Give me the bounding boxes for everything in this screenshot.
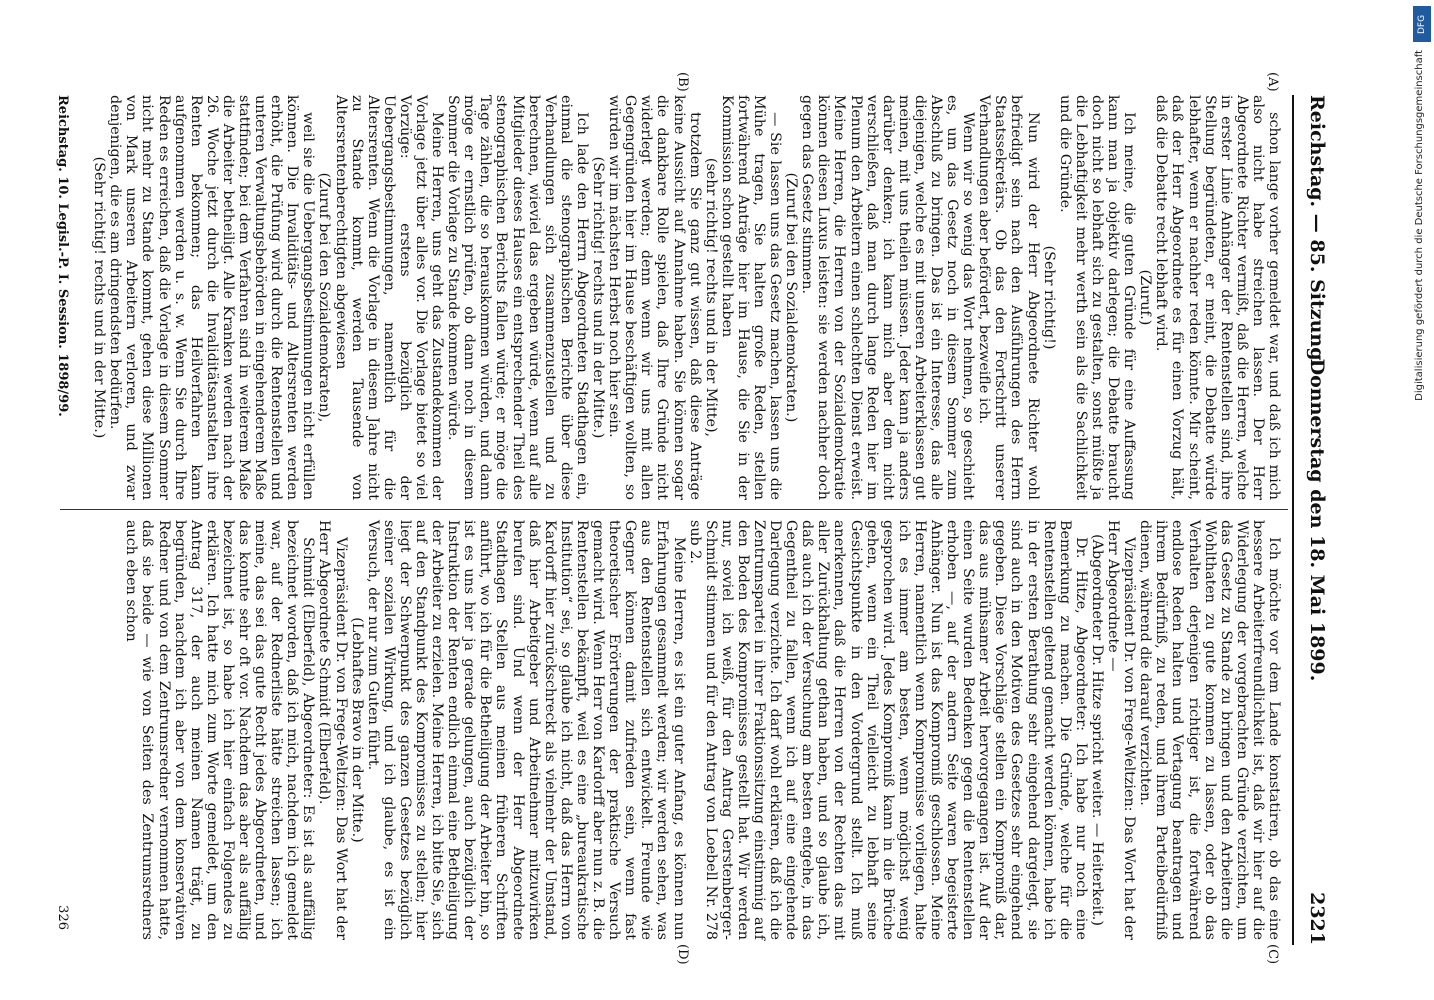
interjection: (sehr richtig! rechts und in der Mitte), [702,157,719,438]
running-header [1296,95,1328,945]
paragraph: Ich möchte vor dem Lande konstatiren, ob das eine bessere Arbeiterfreundlichkeit ist, daß wir hier auf die Widerlegung der vorgebrachten Gründe verzichten, um das Gesetz zu Stande zu bringen und den Arbeitern die Wohlthaten zu gute kommen zu lassen, oder ob das Verhalten derjenigen richtiger ist, die fortwährend endlose Reden halten und Vertagung beantragen und ihrem Bedürfniß, zu reden, und ihrem Parteibedürfniß dienen, während die darauf verzichten. [1137,520,1282,940]
interjection: (Zuruf bei den Sozialdemokraten), [316,172,333,423]
speaker-paragraph: Vizepräsident Dr. von Frege-Weltzien: Das Wort hat der Herr Abgeordnete Schmidt (Elberfeld). [316,520,349,940]
paragraph: trotzdem Sie ganz gut wissen, daß diese Anträge keine Aussicht auf Annahme haben. Sie können sogar die dankbare Rolle spielen, daß Ihre Gründe nicht widerlegt werden; denn wenn wir uns mit allen Gegengründen hier im Hause beschäftigen wollten, so würden wir im nächsten Herbst noch hier sein. [606,95,703,500]
paragraph: — Sie lassen uns das Gesetz machen, lassen uns die Mühe tragen, Sie halten große Reden, stellen fortwährend Anträge hier im Hause, die Sie in der Kommission schon gestellt haben [718,95,784,500]
margin-marker-b: (B) [675,72,690,92]
funding-note: Digitalisierung gefördert durch die Deutsche Forschungsgemeinschaft [1414,50,1425,401]
speaker-paragraph: Schmidt (Elberfeld), Abgeordneter: Es ist als auffällig bezeichnet worden, daß ich mich, nachdem ich gemeldet war, auf der Rednerliste hätte streichen lassen; ich meine, das sei das gute Recht jedes Abgeordneten, und das konnte sehr oft vor. Nachdem das aber als auffällig bezeichnet ist, so habe ich hier einfach Folgendes zu erklären. Ich hatte mich zum Worte gemeldet, um den Antrag 317, der auch meinen Namen trägt, zu begründen, nachdem ich aber von dem konservativen Redner und von dem Zentrumsredner vernommen hatte, daß sie beide — wie von Seiten des Zentrumsredners auch eben schon [123,520,317,940]
interjection: (Zuruf.) [1137,269,1154,326]
dfg-logo: DFG [1413,6,1431,42]
interjection: (Sehr richtig!) [1040,245,1057,350]
paragraph: Nun wird der Herr Abgeordnete Richter wohl befriedigt sein nach den Ausführungen des Herrn Staatssekretärs. Ob das den Fortschritt unserer Verhandlungen aber befördert, bezweifle ich. [976,95,1041,500]
header-date: Donnerstag den 18. Mai 1899. [1306,358,1328,682]
header-rule [1292,95,1294,945]
paragraph: Ich lade den Herrn Abgeordneten Stadthagen ein, einmal die stenographischen Berichte über diese Verhandlungen sich zusammenzustellen und zu berechnen, wieviel das ergeben würde, wenn auf alle Mitglieder dieses Hauses ein entsprechender Theil des stenographischen Berichts fallen würde; er möge die Tage zählen, die so herauskommen würden, und dann möge er ernstlich prüfen, ob dann noch in diesem Sommer die Vorlage zu Stande kommen würde. [445,95,590,500]
paragraph: Meine Herren, uns geht das Zustandekommen der Vorlage jetzt über alles vor. Die Vorlage bietet so viel Vorzüge: erstens bezüglich der Uebergangsbestimmungen, namentlich für die Altersrenten. Wenn die Vorlage in diesem Jahre nicht zu Stande kommt, werden Tausende von Altersrentenberechtigten abgewiesen [332,95,446,500]
column-divider [60,509,1288,510]
left-column [91,95,1282,500]
margin-marker-a: (A) [1265,72,1280,92]
interjection: (Abgeordneter Dr. Hitze spricht weiter. — Heiterkeit.) [1088,534,1105,926]
margin-marker-d: (D) [675,944,690,965]
interjection: (Lebhaftes Bravo in der Mitte.) [348,617,365,843]
digitization-sidebar [1410,0,1434,1000]
speaker-paragraph: Vizepräsident Dr. von Frege-Weltzien: Das Wort hat der Herr Abgeordnete — [1105,520,1138,940]
footer-session: Reichstag. 10. Legisl.-P. I. Session. 1898/99. [55,95,70,417]
header-left: Reichstag. — 85. Sitzung. [1306,95,1328,368]
paragraph: Meine Herren, es ist ein guter Anfang, es können nun Erfahrungen gesammelt werden; wir werden sehen, was aus den Rentenstellen sich entwickelt. Freunde wie Gegner können damit zufrieden sein, wenn fast theoretischer Erörterungen der praktische Versuch gemacht wird. Wenn Herr von Kardorff aber nun z. B. die Rentenstellen bekämpft, weil es eine „bureaukratische Institution“ sei, so glaube ich nicht, daß das Herrn von Kardorff hier zurückschreckt als vielmehr der Umstand, daß hier Arbeitgeber und Arbeitnehmer mitzuwirken berufen sind. Und wenn der Herr Abgeordnete Stadthagen Stellen aus meinen früheren Schriften anführt, wo ich für die Betheiligung der Arbeiter bin, so ist es uns hier ja gerade gelungen, auch bezüglich der Instruktion der Renten endlich einmal eine Betheiligung der Arbeiter zu erzielen. Meine Herren, ich bitte Sie, sich auf den Standpunkt des Kompromisses zu stellen; hier liegt der Schwerpunkt des ganzen Gesetzes bezüglich seiner sozialen Wirkung, und ich glaube, es ist ein Versuch, der nur zum Guten führt. [364,520,687,940]
margin-marker-c: (C) [1265,944,1280,965]
speaker-paragraph: Dr. Hitze, Abgeordneter: Ich habe nur noch eine Bemerkung zu machen. Die Gründe, welche für die Rentenstellen geltend gemacht werden können, habe ich in der ersten Berathung sehr eingehend dargelegt, sie sind auch in den Motiven des Gesetzes sehr eingehend gegeben. Diese Vorschläge stellen ein Kompromiß dar, das aus mühsamer Arbeit hervorgegangen ist. Auf der einen Seite wurden Bedenken gegen die Rentenstellen erhoben —, auf der andern Seite waren begeisterte Anhänger. Nun ist das Kompromiß geschlossen. Meine Herren, namentlich wenn Kompromisse vorliegen, halte ich es immer am besten, wenn möglichst wenig gesprochen wird. Jedes Kompromiß kann in die Brüche gehen, wenn ein Theil vielleicht zu lebhaft seine Gesichtspunkte in den Vordergrund stellt. Ich muß anerkennen, daß die Herren von der Rechten das mit aller Zurückhaltung gethan haben, und so glaube ich, daß auch ich der Versuchung am besten entgehe, in das Gegentheil zu fallen, wenn ich auf eine eingehende Darlegung verzichte. Ich darf wohl erklären, daß ich die Zentrumspartei in ihrer Fraktionssitzung einstimmig auf den Boden des Kompromisses gestellt hat. Wir werden nur, soviel ich weiß, für den Antrag Gerstenberger-Schmidt stimmen und für den Antrag von Loebell Nr. 278 sub 2. [686,520,1089,940]
right-column [123,520,1282,940]
paragraph: Ich meine, die guten Gründe für eine Auffassung kann man ja objektiv darlegen; die Debatte braucht doch nicht so lebhaft sich zu gestalten, sonst müßte ja die Lebhaftigkeit mehr werth sein als die Sachlichkeit und die Gründe. [1056,95,1138,500]
interjection: (Zuruf bei den Sozialdemokraten.) [783,172,800,423]
page-number: 2321 [1306,892,1328,945]
interjection: (Sehr richtig! rechts und in der Mitte.) [590,156,607,439]
footer-sheet-number: 326 [55,905,70,930]
paragraph: weil sie die Uebergangsbestimmungen nicht erfüllen können. Die Invaliditäts- und Altersrenten werden erhöht, die Prüfung wird durch die Rentenstellen und unteren Verwaltungsbehörden in eingehenderem Maße stattfinden; bei dem Verfahren sind in weiterem Maße die Arbeiter betheiligt. Alle Kranken werden nach der 26. Woche jetzt durch die Invaliditätsanstalten ihre Renten bekommen; das Heilverfahren kann aufgenommen werden u. s. w. Wenn Sie durch Ihre Reden es erreichen, daß die Vorlage in diesem Sommer nicht mehr zu Stande kommt, gehen diese Millionen von Mark unseren Arbeitern verloren, und zwar denjenigen, die es am dringendsten bedürfen. [107,95,317,500]
paragraph: schon lange vorher gemeldet war, und daß ich mich also nicht habe streichen lassen. Der Herr Abgeordnete Richter vermißt, daß die Herren, welche in erster Linie Anhänger der Rentenstellen sind, ihre Stellung begründeten, er meint, die Debatte würde lebhafter, wenn er nachher reden könnte. Mir scheint, daß der Herr Abgeordnete es für einen Vorzug hält, daß die Debatte recht lebhaft wird. [1153,95,1282,500]
paragraph: Wenn wir so wenig das Wort nehmen, so geschieht es, um das Gesetz noch in diesem Sommer zum Abschluß zu bringen. Das ist ein Interesse, das alle diejenigen, welche es mit unseren Arbeiterklassen gut meinen, mit uns theilen müssen. Jeder kann ja anders darüber denken; ich kann mich aber dem nicht verschließen, daß man durch lange Reden hier im Plenum den Arbeitern einen schlechten Dienst erweist. Meine Herren, die Herren von der Sozialdemokratie können diesen Luxus leisten: sie werden nachher doch gegen das Gesetz stimmen. [799,95,977,500]
interjection: (Sehr richtig! rechts und in der Mitte.) [91,156,108,439]
